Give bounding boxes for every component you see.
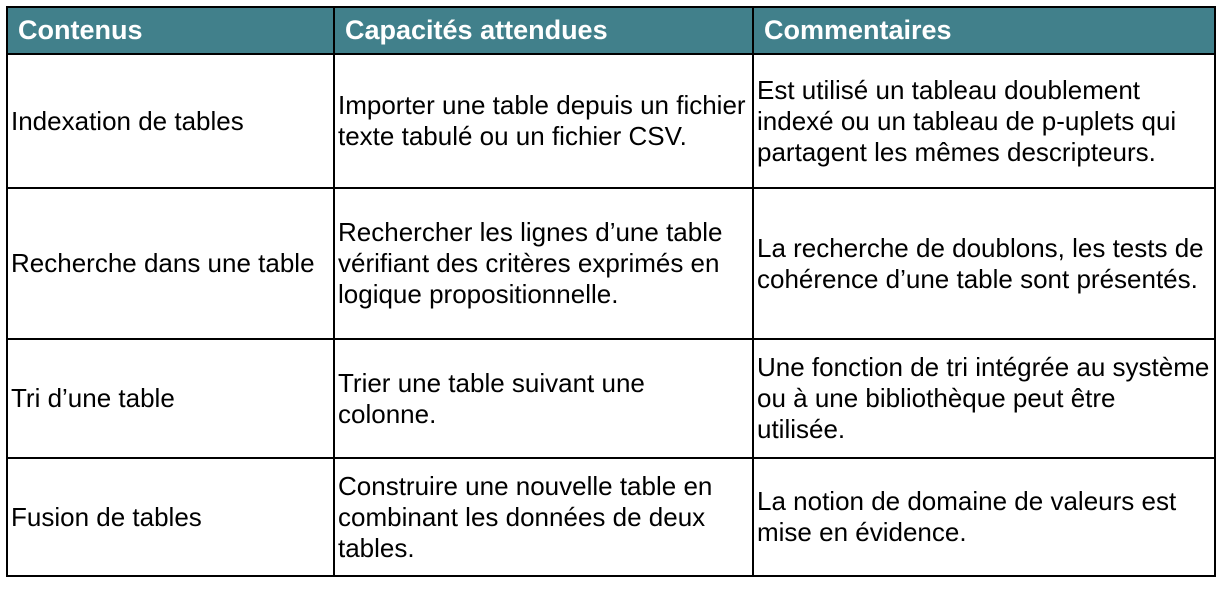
- cell-commentaires: La recherche de doublons, les tests de cohérence d’une table sont présentés.: [753, 188, 1215, 339]
- header-commentaires: Commentaires: [753, 7, 1215, 54]
- table-header: [7, 7, 1215, 54]
- curriculum-table: [6, 6, 1216, 577]
- cell-contenus: Tri d’une table: [7, 339, 334, 458]
- table-row: [7, 339, 1215, 458]
- table-row: [7, 54, 1215, 188]
- header-capacites-attendues: Capacités attendues: [334, 7, 753, 54]
- table-body: [7, 54, 1215, 576]
- cell-capacites: Trier une table suivant une colonne.: [334, 339, 753, 458]
- header-row: [7, 7, 1215, 54]
- cell-commentaires: Une fonction de tri intégrée au système ou à une bibliothèque peut être utilisée.: [753, 339, 1215, 458]
- cell-commentaires: La notion de domaine de valeurs est mise en évidence.: [753, 458, 1215, 576]
- cell-commentaires: Est utilisé un tableau doublement indexé ou un tableau de p-uplets qui partagent les mêmes descripteurs.: [753, 54, 1215, 188]
- table-row: [7, 188, 1215, 339]
- cell-capacites: Rechercher les lignes d’une table vérifiant des critères exprimés en logique propositionnelle.: [334, 188, 753, 339]
- cell-contenus: Fusion de tables: [7, 458, 334, 576]
- cell-contenus: Indexation de tables: [7, 54, 334, 188]
- header-contenus: Contenus: [7, 7, 334, 54]
- cell-capacites: Importer une table depuis un fichier texte tabulé ou un fichier CSV.: [334, 54, 753, 188]
- cell-contenus: Recherche dans une table: [7, 188, 334, 339]
- table-row: [7, 458, 1215, 576]
- cell-capacites: Construire une nouvelle table en combinant les données de deux tables.: [334, 458, 753, 576]
